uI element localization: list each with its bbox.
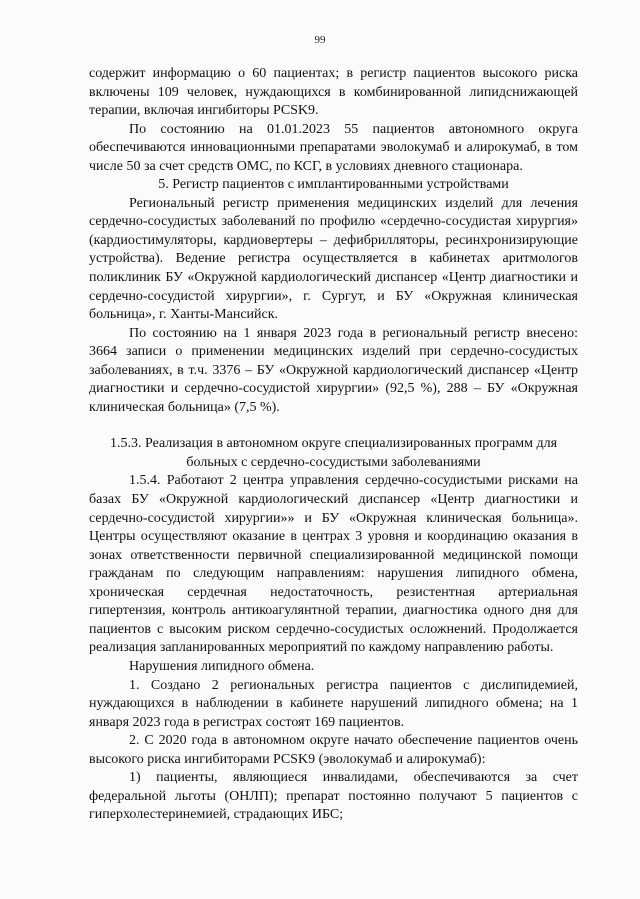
paragraph-lipid-disorders-title: Нарушения липидного обмена. <box>129 658 315 674</box>
section-heading-1-5-3: 1.5.3. Реализация в автономном округе специализированных программ для больных с сердечно-сосудистыми заболеваниями <box>109 436 558 470</box>
paragraph-disabled-patients: 1) пациенты, являющиеся инвалидами, обеспечиваются за счет федеральной льготы (ОНЛП); препарат постоянно получают 5 пациентов с гиперхолестеринемией, страдающих ИБС; <box>89 770 578 823</box>
paragraph-innovative-drugs: По состоянию на 01.01.2023 55 пациентов автономного округа обеспечиваются инновационными препаратами эволокумаб и алирокумаб, в том числе 50 за счет средств ОМС, по КСГ, в условиях дневного стационара. <box>89 121 578 174</box>
paragraph-risk-management-centers: 1.5.4. Работают 2 центра управления сердечно-сосудистыми рисками на базах БУ «Окружной кардиологический диспансер «Центр диагностики и сердечно-сосудистой хирургии»» и БУ «Окружная клиническая больница». Центры осуществляют оказание в центрах 3 уровня и координацию оказания в зонах ответственности первичной специализированной медицинской помощи гражданам по следующим направлениям: нарушения липидного обмена, хроническая сердечная недостаточность, резистентная артериальная гипертензия, контроль антикоагулянтной терапии, диагностика одного дня для пациентов с высоким риском сердечно-сосудистых осложнений. Продолжается реализация запланированных мероприятий по каждому направлению работы. <box>89 473 578 656</box>
paragraph-regional-device-registry: Региональный регистр применения медицинских изделий для лечения сердечно-сосудистых заболеваний по профилю «сердечно-сосудистая хирургия» (кардиостимуляторы, кардиовертеры – дефибрилляторы, ресинхронизирующие устройства). Ведение регистра осуществляется в кабинетах аритмологов поликлиник БУ «Окружной кардиологический диспансер «Центр диагностики и сердечно-сосудистой хирургии», г. Сургут, и БУ «Окружная клиническая больница», г. Ханты-Мансийск. <box>89 195 578 323</box>
paragraph-registry-records: По состоянию на 1 января 2023 года в региональный регистр внесено: 3664 записи о применении медицинских изделий при сердечно-сосудистых заболеваниях, в т.ч. 3376 – БУ «Окружной кардиологический диспансер «Центр диагностики и сердечно-сосудистой хирургии» (92,5 %), 288 – БУ «Окружная клиническая больница» (7,5 %). <box>89 325 578 415</box>
document-body <box>89 65 578 825</box>
subheading-implanted-devices-registry: 5. Регистр пациентов с имплантированными устройствами <box>158 177 509 193</box>
page-number: 99 <box>314 34 326 46</box>
paragraph-pcsk9-provision: 2. С 2020 года в автономном округе начато обеспечение пациентов очень высокого риска ингибиторами PCSK9 (эволокумаб и алирокумаб): <box>89 733 578 767</box>
paragraph-dyslipidemia-registries: 1. Создано 2 региональных регистра пациентов с дислипидемией, нуждающихся в наблюдении в кабинете нарушений липидного обмена; на 1 января 2023 года в регистрах состоят 169 пациентов. <box>89 677 578 730</box>
paragraph-registry-continuation: содержит информацию о 60 пациентах; в регистр пациентов высокого риска включены 109 человек, нуждающихся в комбинированной липидснижающей терапии, включая ингибиторы PCSK9. <box>89 66 578 119</box>
